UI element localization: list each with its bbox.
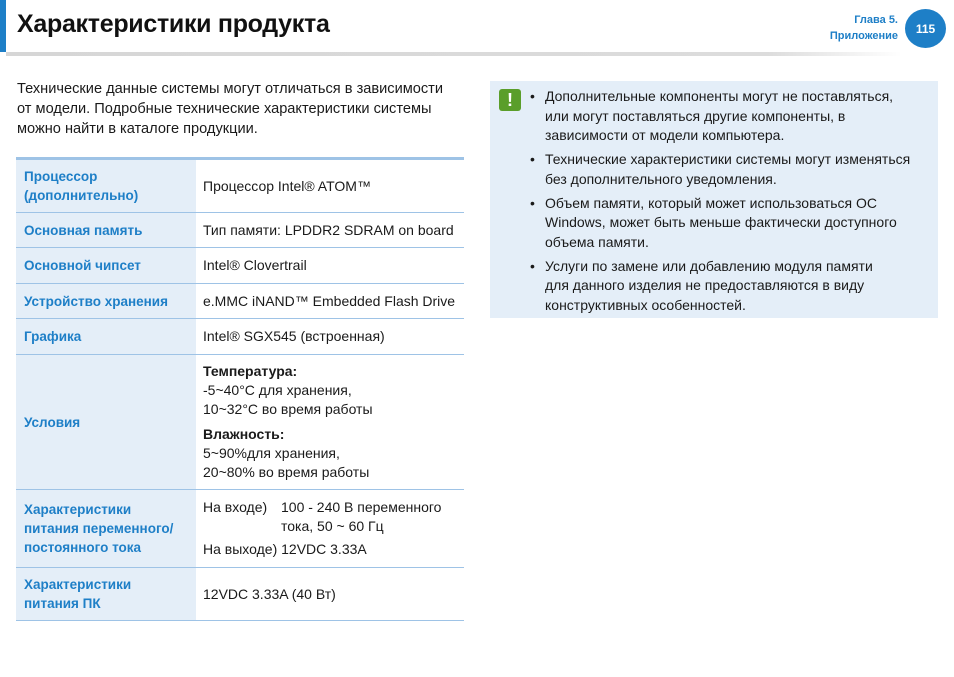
power-output-key: На выходе): [203, 541, 278, 557]
note-line: конструктивных особенностей.: [545, 296, 746, 313]
spec-label-memory: Основная память: [16, 213, 196, 248]
table-row: [16, 568, 464, 621]
spec-label-power-ac: [16, 490, 196, 568]
table-row: [16, 159, 464, 213]
spec-label-conditions: Условия: [16, 355, 196, 490]
value-line: тока, 50 ~ 60 Гц: [281, 518, 384, 534]
power-output-row: [203, 540, 457, 559]
power-output-value: 12VDC 3.33A: [281, 541, 367, 557]
spec-value-chipset: Intel® Clovertrail: [196, 248, 464, 284]
note-line: Дополнительные компоненты могут не поставляться,: [545, 88, 894, 104]
table-row: [16, 248, 464, 284]
value-line: 100 - 240 В переменного: [281, 499, 442, 515]
intro-line: можно найти в каталоге продукции.: [17, 121, 258, 137]
spec-label-cpu: [16, 159, 196, 213]
note-line: для данного изделия не предоставляются в виду: [545, 277, 865, 293]
label-line: Процессор: [24, 169, 98, 184]
label-line: постоянного тока: [24, 540, 142, 555]
spec-label-graphics: Графика: [16, 319, 196, 355]
spec-label-power-pc: [16, 568, 196, 621]
table-row: [16, 213, 464, 248]
note-line: зависимости от модели компьютера.: [545, 127, 785, 143]
note-line: Услуги по замене или добавлению модуля памяти: [545, 257, 873, 274]
spec-value-conditions: [196, 355, 464, 490]
bullet-icon: •: [530, 151, 535, 167]
temperature-storage: -5~40°C для хранения,: [203, 382, 352, 398]
spec-value-cpu: Процессор Intel® ATOM™: [196, 159, 464, 213]
note-line: без дополнительного уведомления.: [545, 170, 777, 187]
note-line: объема памяти.: [545, 233, 649, 250]
page-number-badge: 115: [905, 9, 946, 48]
temperature-title: Температура:: [203, 363, 298, 379]
label-line: питания ПК: [24, 596, 101, 611]
spec-label-chipset: Основной чипсет: [16, 248, 196, 284]
intro-line: Технические данные системы могут отличаться в зависимости: [17, 81, 444, 97]
exclamation-icon: !: [499, 89, 521, 111]
note-list: [528, 87, 933, 320]
table-row: [16, 490, 464, 568]
header-divider: [6, 52, 902, 56]
temperature-operation: 10~32°C во время работы: [203, 401, 373, 417]
chapter-name: Приложение: [829, 30, 898, 42]
bullet-icon: •: [530, 88, 535, 104]
intro-line: от модели. Подробные технические характеристики системы: [17, 101, 432, 117]
table-row: [16, 284, 464, 319]
spec-table: [16, 157, 464, 621]
humidity-operation: 20~80% во время работы: [203, 464, 370, 480]
note-box: [490, 81, 938, 318]
power-input-key: На входе): [203, 499, 268, 515]
power-input-row: [203, 498, 457, 536]
list-item: [528, 257, 933, 316]
spec-value-power-ac: [196, 490, 464, 568]
list-item: [528, 150, 933, 189]
spec-label-storage: Устройство хранения: [16, 284, 196, 319]
spec-value-memory: Тип памяти: LPDDR2 SDRAM on board: [196, 213, 464, 248]
label-line: Характеристики: [24, 577, 132, 592]
note-line: Windows, может быть меньше фактически доступного: [545, 214, 897, 230]
power-input-value: [281, 498, 441, 536]
note-line: Объем памяти, который может использоваться ОС: [545, 194, 878, 211]
list-item: [528, 194, 933, 253]
bullet-icon: •: [530, 257, 535, 274]
chapter-label: [830, 12, 898, 44]
intro-paragraph: [17, 79, 467, 139]
table-row: [16, 355, 464, 490]
note-line: или могут поставляться другие компоненты, в: [545, 107, 846, 124]
label-line: Характеристики: [24, 502, 132, 517]
spec-value-storage: e.MMC iNAND™ Embedded Flash Drive: [196, 284, 464, 319]
label-line: (дополнительно): [24, 188, 139, 203]
table-row: [16, 319, 464, 355]
spec-value-power-pc: 12VDC 3.33A (40 Вт): [196, 568, 464, 621]
page-title: Характеристики продукта: [17, 10, 330, 38]
note-line: Технические характеристики системы могут изменяться: [545, 151, 911, 167]
bullet-icon: •: [530, 194, 535, 211]
humidity-title: Влажность:: [203, 426, 285, 442]
chapter-number: Глава 5.: [854, 14, 898, 26]
humidity-storage: 5~90%для хранения,: [203, 445, 340, 461]
label-line: питания переменного/: [24, 521, 174, 536]
spec-value-graphics: Intel® SGX545 (встроенная): [196, 319, 464, 355]
list-item: [528, 87, 933, 146]
header-accent-bar: [0, 0, 6, 52]
